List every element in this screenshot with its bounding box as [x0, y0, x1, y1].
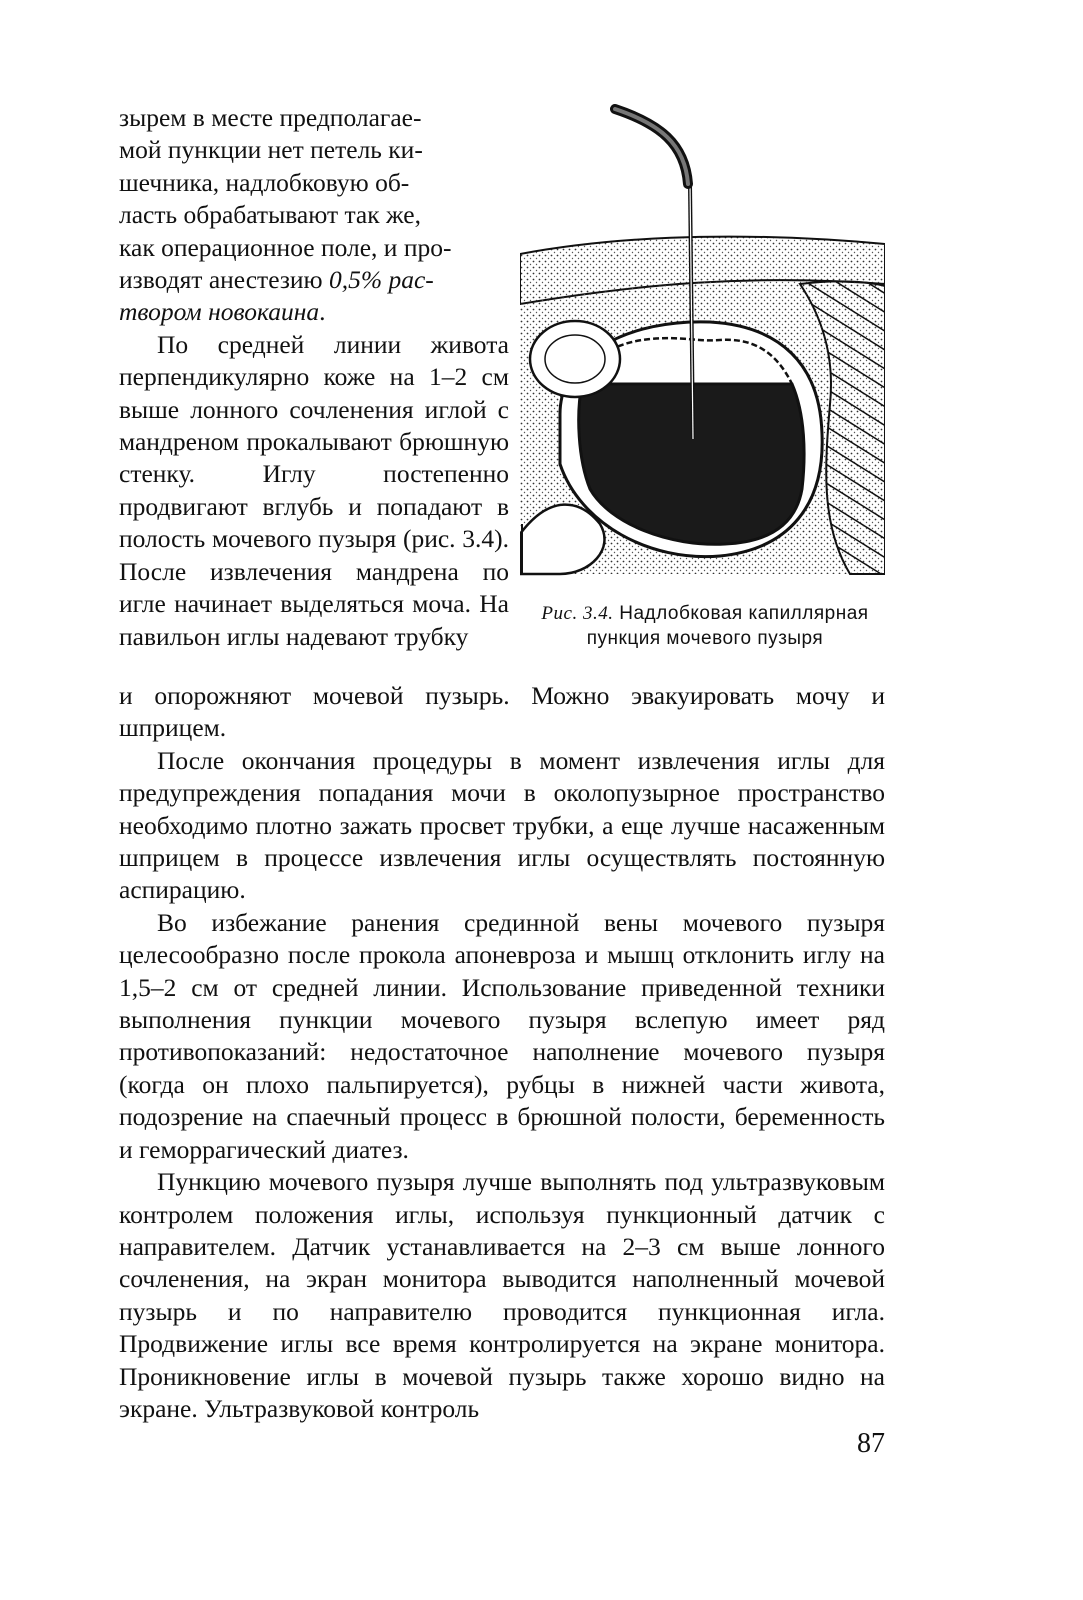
wrapped-text-column	[119, 102, 509, 653]
paragraph-2-continuation: и опорожняют мочевой пузырь. Можно эвакуировать мочу и шприцем.	[119, 681, 885, 743]
paragraph-4: Во избежание ранения срединной вены мочевого пузыря целесообразно после прокола апоневроза и мышц отклонить иглу на 1,5–2 см от средней линии. Использование приведенной техники выполнения пункции мочевого пузыря вслепую имеет ряд противопоказаний: недостаточное наполнение мочевого пузыря (когда он плохо пальпируется), рубцы в нижней части живота, подозрение на спаечный процесс в брюшной полости, беременность и геморрагический диатез.	[119, 907, 885, 1164]
paragraph-5: Пункцию мочевого пузыря лучше выполнять под ультразвуковым контролем положения иглы, используя пункционный датчик с направителем. Датчик устанавливается на 2–3 см выше лонного сочленения, на экран монитора выводится наполненный мочевой пузырь и по направителю проводится пункционная игла. Продвижение иглы все время контролируется на экране монитора. Проникновение иглы в мочевой пузырь также хорошо видно на экране. Ультразвуковой контроль	[119, 1167, 885, 1423]
caption-text: Надлобковая капиллярная пункция мочевого пузыря	[586, 603, 869, 649]
paragraph-3: После окончания процедуры в момент извлечения иглы для предупреждения попадания мочи в околопузырное пространство необходимо плотно зажать просвет трубки, а еще лучше насаженным шприцем в процессе извлечения иглы осуществлять постоянную аспирацию.	[119, 745, 885, 905]
paragraph-1: зырем в месте предполагае- мой пункции нет петель ки- шечника, надлобковую об- ласть обрабатывают так же, как операционное поле, и про- изводят анестезию 0,5% рас- твором новокаина.	[119, 103, 452, 327]
caption-label: Рис. 3.4.	[541, 603, 614, 624]
full-width-text	[119, 680, 885, 1425]
anesthesia-italic: 0,5% рас- твором новокаина	[119, 265, 434, 327]
paragraph-2: По средней линии живота перпендикулярно коже на 1–2 см выше лонного сочленения иглой с мандреном прокалывают брюшную стенку. Иглу постепенно продвигают вглубь и попадают в полость мочевого пузыря (рис. 3.4). После извлечения мандрена по игле начинает выделяться моча. На павильон иглы надевают трубку	[119, 329, 509, 651]
page-number: 87	[857, 1428, 885, 1459]
bladder-puncture-illustration	[520, 104, 885, 594]
figure-caption	[515, 601, 895, 651]
